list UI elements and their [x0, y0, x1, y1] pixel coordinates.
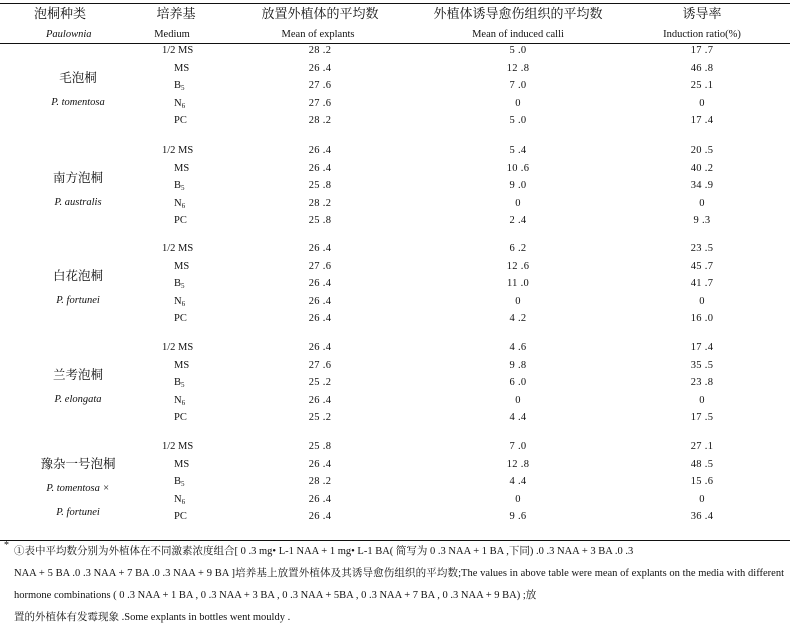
species-name-latin: P. elongata	[54, 394, 102, 405]
explants-cell: 26 .4	[308, 62, 332, 74]
footnote-marker: *	[4, 540, 9, 551]
explants-cell: 28 .2	[308, 197, 332, 209]
species-name-cn: 兰考泡桐	[52, 367, 104, 382]
explants-cell: 28 .2	[308, 476, 332, 488]
explants-cell: 27 .6	[308, 359, 332, 371]
species-name-cn: 南方泡桐	[52, 170, 104, 185]
ratio-cell: 17 .7	[690, 45, 714, 56]
explants-cell: 28 .2	[308, 45, 332, 56]
explants-cell: 26 .4	[308, 162, 332, 174]
header-medium-en: Medium	[154, 29, 190, 40]
header-explants-en: Mean of explants	[281, 29, 355, 40]
calli-cell: 9 .6	[509, 511, 527, 523]
species-name-latin: P. tomentosa	[51, 97, 105, 108]
ratio-cell: 45 .7	[690, 260, 714, 272]
medium-cell: 1/2 MS	[162, 45, 194, 56]
explants-cell: 26 .4	[308, 511, 332, 523]
medium-cell: 1/2 MS	[162, 243, 194, 254]
explants-cell: 26 .4	[308, 458, 332, 470]
explants-cell: 27 .6	[308, 80, 332, 92]
footnote-line: ①表中平均数分别为外植体在不同激素浓度组合[ 0 .3 mg• L-1 NAA + 1 mg• L-1 BA( 简写为 0 .3 NAA + 1 BA ,下同) .0 .3 NAA + 3 BA .0 .3	[14, 546, 634, 557]
ratio-cell: 20 .5	[690, 145, 714, 156]
medium-cell: $N_6$	[174, 493, 186, 506]
medium-cell: PC	[174, 313, 187, 325]
species-name-latin: P. fortunei	[56, 295, 100, 306]
medium-cell: MS	[174, 62, 190, 74]
calli-cell: 9 .0	[509, 180, 527, 192]
footnote-line: 置的外植体有发霉现象 .Some explants in bottles went mouldy .	[14, 612, 291, 623]
ratio-cell: 17 .4	[690, 115, 714, 127]
ratio-cell: 46 .8	[690, 62, 714, 74]
explants-cell: 26 .4	[308, 313, 332, 325]
explants-cell: 28 .2	[308, 115, 332, 127]
calli-cell: 12 .8	[506, 62, 530, 74]
calli-cell: 0	[515, 197, 521, 209]
header-explants-cn: 放置外植体的平均数	[261, 7, 379, 22]
ratio-cell: 36 .4	[690, 511, 714, 523]
medium-cell: MS	[174, 359, 190, 371]
ratio-cell: 41 .7	[690, 278, 714, 290]
explants-cell: 26 .4	[308, 145, 332, 156]
ratio-cell: 34 .9	[690, 180, 714, 192]
calli-cell: 10 .6	[506, 162, 530, 174]
ratio-cell: 17 .4	[690, 342, 714, 353]
ratio-cell: 40 .2	[690, 162, 714, 174]
footnote-line: NAA + 5 BA .0 .3 NAA + 7 BA .0 .3 NAA + 9 BA ]培养基上放置外植体及其诱导愈伤组织的平均数;The values in above table were mean of explants on the media with different hormone combinations ( 0 .3 NAA + 1 BA , 0 .3 NAA + 3 BA , 0 .3 NAA + 5BA , 0 .3 NAA + 7 BA , 0 .3 NAA + 9 BA) ;放	[14, 568, 784, 601]
ratio-cell: 0	[699, 394, 705, 406]
header-rule	[0, 43, 790, 44]
calli-cell: 5 .0	[509, 115, 527, 127]
header-ratio-en: Induction ratio(%)	[663, 29, 741, 40]
calli-cell: 4 .6	[509, 342, 527, 353]
footnote	[4, 540, 784, 629]
ratio-cell: 35 .5	[690, 359, 714, 371]
header-ratio-cn: 诱导率	[682, 7, 722, 22]
species-name-latin: P. fortunei	[56, 507, 100, 518]
species-name-latin: P. australis	[54, 197, 102, 208]
medium-cell: 1/2 MS	[162, 342, 194, 353]
calli-cell: 4 .4	[509, 412, 527, 424]
calli-cell: 11 .0	[506, 278, 530, 290]
header-calli-en: Mean of induced calli	[472, 29, 564, 40]
medium-cell: $B_5$	[174, 80, 185, 93]
calli-cell: 12 .6	[506, 260, 530, 272]
calli-cell: 0	[515, 97, 521, 109]
ratio-cell: 0	[699, 197, 705, 209]
header-species-en: Paulownia	[46, 29, 92, 40]
medium-cell: PC	[174, 215, 187, 227]
medium-cell: $N_6$	[174, 197, 186, 210]
medium-cell: MS	[174, 260, 190, 272]
medium-cell: 1/2 MS	[162, 145, 194, 156]
ratio-cell: 15 .6	[690, 476, 714, 488]
medium-cell: $N_6$	[174, 97, 186, 110]
medium-cell: PC	[174, 511, 187, 523]
medium-cell: PC	[174, 412, 187, 424]
ratio-cell: 23 .5	[690, 243, 714, 254]
explants-cell: 25 .8	[308, 180, 332, 192]
header-species-cn: 泡桐种类	[34, 7, 87, 22]
ratio-cell: 48 .5	[690, 458, 714, 470]
calli-cell: 6 .0	[509, 377, 527, 389]
explants-cell: 25 .8	[308, 215, 332, 227]
species-name-cn: 白花泡桐	[52, 268, 104, 283]
calli-cell: 12 .8	[506, 458, 530, 470]
calli-cell: 6 .2	[509, 243, 527, 254]
ratio-cell: 0	[699, 493, 705, 505]
medium-cell: $B_5$	[174, 278, 185, 291]
explants-cell: 26 .4	[308, 493, 332, 505]
medium-cell: MS	[174, 458, 190, 470]
medium-cell: $N_6$	[174, 394, 186, 407]
top-rule	[0, 3, 790, 4]
calli-cell: 7 .0	[509, 80, 527, 92]
medium-cell: $B_5$	[174, 476, 185, 489]
calli-cell: 0	[515, 493, 521, 505]
ratio-cell: 23 .8	[690, 377, 714, 389]
header-medium-cn: 培养基	[156, 7, 196, 22]
calli-cell: 5 .4	[509, 145, 527, 156]
explants-cell: 26 .4	[308, 394, 332, 406]
medium-cell: MS	[174, 162, 190, 174]
explants-cell: 25 .2	[308, 412, 332, 424]
header-calli-cn: 外植体诱导愈伤组织的平均数	[433, 7, 603, 22]
calli-cell: 9 .8	[509, 359, 527, 371]
ratio-cell: 27 .1	[690, 441, 714, 452]
calli-cell: 4 .4	[509, 476, 527, 488]
calli-cell: 0	[515, 295, 521, 307]
ratio-cell: 9 .3	[693, 215, 711, 227]
explants-cell: 27 .6	[308, 260, 332, 272]
explants-cell: 26 .4	[308, 243, 332, 254]
ratio-cell: 16 .0	[690, 313, 714, 325]
explants-cell: 25 .2	[308, 377, 332, 389]
explants-cell: 25 .8	[308, 441, 332, 452]
species-name-cn: 毛泡桐	[59, 70, 97, 85]
calli-cell: 4 .2	[509, 313, 527, 325]
calli-cell: 2 .4	[509, 215, 527, 227]
species-name-latin: P. tomentosa ×	[46, 483, 110, 494]
ratio-cell: 0	[699, 295, 705, 307]
ratio-cell: 0	[699, 97, 705, 109]
medium-cell: $B_5$	[174, 377, 185, 390]
explants-cell: 26 .4	[308, 278, 332, 290]
explants-cell: 27 .6	[308, 97, 332, 109]
explants-cell: 26 .4	[308, 295, 332, 307]
species-name-cn: 豫杂一号泡桐	[40, 456, 116, 471]
calli-cell: 0	[515, 394, 521, 406]
calli-cell: 5 .0	[509, 45, 527, 56]
medium-cell: $B_5$	[174, 180, 185, 193]
medium-cell: 1/2 MS	[162, 441, 194, 452]
medium-cell: PC	[174, 115, 187, 127]
explants-cell: 26 .4	[308, 342, 332, 353]
calli-cell: 7 .0	[509, 441, 527, 452]
medium-cell: $N_6$	[174, 295, 186, 308]
ratio-cell: 25 .1	[690, 80, 714, 92]
ratio-cell: 17 .5	[690, 412, 714, 424]
